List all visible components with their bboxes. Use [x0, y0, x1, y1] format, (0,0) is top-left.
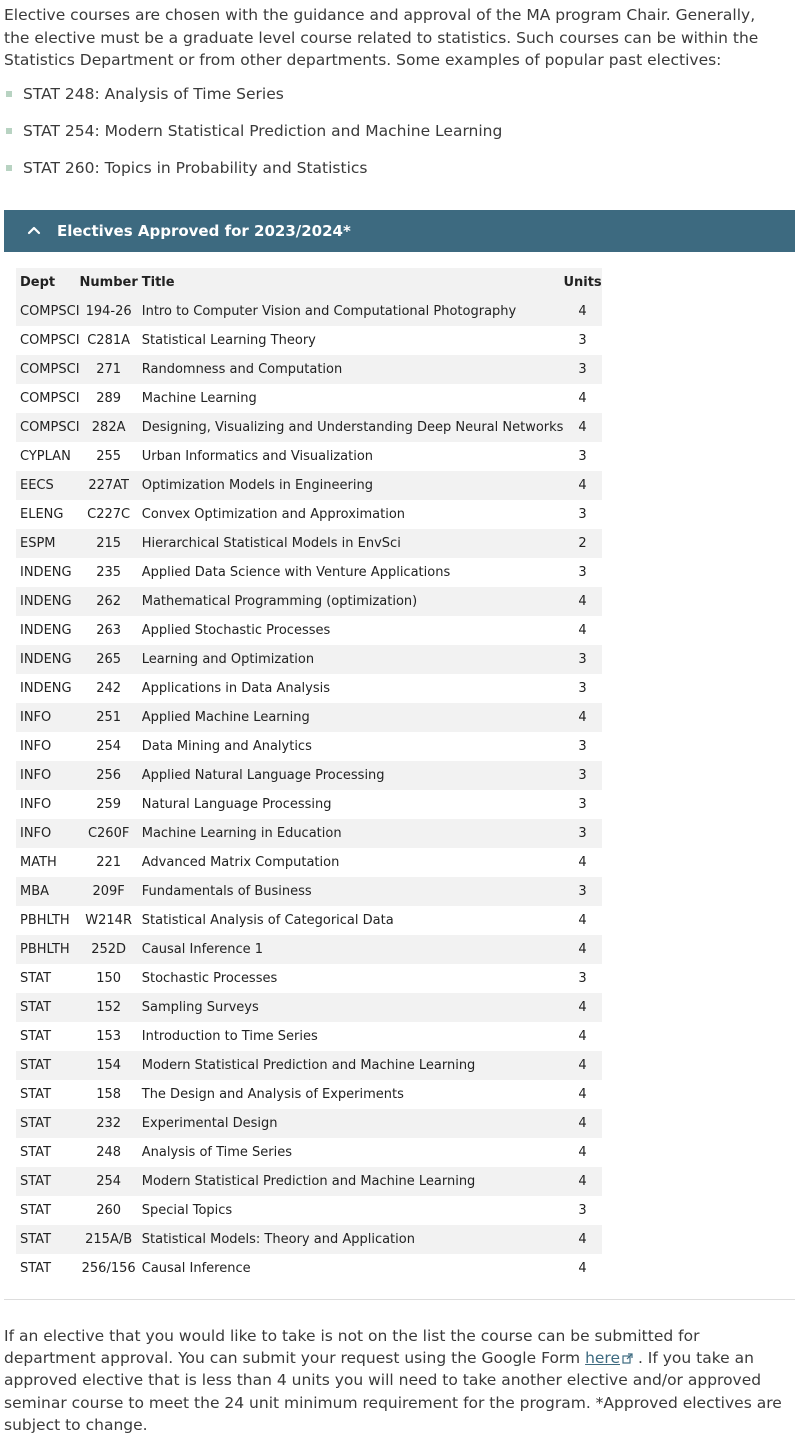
list-item-text: STAT 254: Modern Statistical Prediction and Machine Learning: [23, 122, 503, 140]
cell-dept: INFO: [20, 739, 52, 754]
cell-units: 3: [578, 971, 587, 986]
table-header-row: [16, 268, 602, 297]
cell-number: 252D: [91, 942, 127, 957]
google-form-link[interactable]: [585, 1349, 633, 1367]
table-row: [16, 819, 602, 848]
cell-dept: PBHLTH: [20, 942, 70, 957]
cell-number: 254: [96, 1174, 122, 1189]
list-item-text: STAT 248: Analysis of Time Series: [23, 85, 284, 103]
cell-dept: STAT: [20, 1261, 52, 1276]
table-row: [16, 1109, 602, 1138]
cell-number: 256: [96, 768, 122, 783]
cell-title: Modern Statistical Prediction and Machine Learning: [141, 1058, 476, 1073]
cell-number: C227C: [87, 507, 131, 522]
cell-number: 259: [96, 797, 122, 812]
table-row: [16, 1196, 602, 1225]
outro-text-before: If an elective that you would like to take is not on the list the course can be submitted for department approval. You can submit your request using the Google Form: [4, 1327, 700, 1368]
table-row: [16, 1254, 602, 1283]
cell-title: Applied Machine Learning: [141, 710, 310, 725]
cell-title: The Design and Analysis of Experiments: [141, 1087, 404, 1102]
cell-units: 3: [578, 507, 587, 522]
table-row: [16, 355, 602, 384]
cell-dept: INFO: [20, 797, 52, 812]
table-row: [16, 703, 602, 732]
cell-number: 158: [96, 1087, 122, 1102]
table-row: [16, 964, 602, 993]
cell-number: C260F: [87, 826, 130, 841]
table-row: [16, 906, 602, 935]
cell-number: 248: [96, 1145, 122, 1160]
section-divider: [4, 1299, 795, 1300]
table-row: [16, 500, 602, 529]
cell-title: Mathematical Programming (optimization): [141, 594, 418, 609]
column-header-dept: Dept: [20, 275, 56, 290]
cell-number: 256/156: [81, 1261, 136, 1276]
cell-title: Special Topics: [141, 1203, 233, 1218]
cell-title: Data Mining and Analytics: [141, 739, 312, 754]
cell-dept: ELENG: [20, 507, 64, 522]
cell-title: Learning and Optimization: [141, 652, 315, 667]
cell-dept: STAT: [20, 1116, 52, 1131]
cell-dept: STAT: [20, 1145, 52, 1160]
cell-units: 3: [578, 362, 587, 377]
table-row: [16, 1022, 602, 1051]
table-row: [16, 790, 602, 819]
table-row: [16, 558, 602, 587]
cell-title: Statistical Analysis of Categorical Data: [141, 913, 394, 928]
cell-title: Statistical Learning Theory: [141, 333, 316, 348]
cell-units: 3: [578, 565, 587, 580]
cell-number: 150: [96, 971, 122, 986]
cell-units: 3: [578, 449, 587, 464]
cell-units: 3: [578, 826, 587, 841]
table-row: [16, 1051, 602, 1080]
cell-title: Advanced Matrix Computation: [141, 855, 340, 870]
cell-dept: COMPSCI: [20, 362, 80, 377]
cell-title: Experimental Design: [141, 1116, 278, 1131]
table-row: [16, 616, 602, 645]
cell-number: C281A: [87, 333, 131, 348]
cell-title: Applications in Data Analysis: [141, 681, 331, 696]
cell-units: 4: [578, 420, 587, 435]
cell-title: Convex Optimization and Approximation: [141, 507, 406, 522]
cell-dept: INDENG: [20, 623, 72, 638]
cell-title: Fundamentals of Business: [141, 884, 312, 899]
table-row: [16, 935, 602, 964]
cell-number: 242: [96, 681, 122, 696]
cell-title: Urban Informatics and Visualization: [141, 449, 374, 464]
table-row: [16, 1080, 602, 1109]
cell-units: 3: [578, 768, 587, 783]
table-row: [16, 645, 602, 674]
cell-number: 251: [96, 710, 122, 725]
cell-title: Sampling Surveys: [141, 1000, 259, 1015]
cell-number: 215A/B: [85, 1232, 133, 1247]
cell-units: 4: [578, 855, 587, 870]
cell-units: 4: [578, 1029, 587, 1044]
cell-dept: MATH: [20, 855, 57, 870]
list-item-text: STAT 260: Topics in Probability and Statistics: [23, 159, 368, 177]
cell-dept: COMPSCI: [20, 333, 80, 348]
cell-units: 4: [578, 391, 587, 406]
cell-number: 154: [96, 1058, 122, 1073]
cell-units: 3: [578, 1203, 587, 1218]
table-row: [16, 993, 602, 1022]
cell-title: Stochastic Processes: [141, 971, 278, 986]
cell-dept: COMPSCI: [20, 304, 80, 319]
cell-number: 153: [96, 1029, 122, 1044]
bullet-square-icon: [6, 91, 12, 97]
table-row: [16, 1225, 602, 1254]
cell-number: 235: [96, 565, 122, 580]
table-row: [16, 471, 602, 500]
column-header-title: Title: [141, 275, 175, 290]
cell-dept: STAT: [20, 1029, 52, 1044]
cell-units: 4: [578, 594, 587, 609]
cell-dept: PBHLTH: [20, 913, 70, 928]
table-row: [16, 442, 602, 471]
cell-units: 4: [578, 1000, 587, 1015]
cell-dept: COMPSCI: [20, 420, 80, 435]
column-header-units: Units: [563, 275, 602, 290]
cell-units: 4: [578, 913, 587, 928]
cell-dept: CYPLAN: [20, 449, 71, 464]
cell-title: Applied Data Science with Venture Applications: [141, 565, 451, 580]
table-row: [16, 1167, 602, 1196]
cell-units: 4: [578, 304, 587, 319]
cell-title: Intro to Computer Vision and Computational Photography: [141, 304, 517, 319]
cell-title: Applied Natural Language Processing: [141, 768, 385, 783]
cell-dept: STAT: [20, 1174, 52, 1189]
cell-units: 4: [578, 1058, 587, 1073]
cell-units: 4: [578, 478, 587, 493]
cell-number: 227AT: [88, 478, 129, 493]
cell-dept: INDENG: [20, 681, 72, 696]
cell-dept: INDENG: [20, 652, 72, 667]
cell-units: 3: [578, 884, 587, 899]
cell-title: Applied Stochastic Processes: [141, 623, 331, 638]
cell-units: 4: [578, 1087, 587, 1102]
cell-number: 263: [96, 623, 122, 638]
table-row: [16, 1138, 602, 1167]
cell-number: 221: [96, 855, 122, 870]
cell-title: Machine Learning in Education: [141, 826, 342, 841]
cell-title: Hierarchical Statistical Models in EnvSci: [141, 536, 401, 551]
google-form-link-text[interactable]: here: [585, 1349, 620, 1368]
cell-units: 4: [578, 710, 587, 725]
table-row: [16, 413, 602, 442]
chevron-up-icon[interactable]: [27, 225, 41, 235]
cell-units: 4: [578, 1174, 587, 1189]
electives-accordion-header[interactable]: [4, 210, 795, 252]
cell-title: Modern Statistical Prediction and Machine Learning: [141, 1174, 476, 1189]
cell-number: 265: [96, 652, 122, 667]
cell-title: Machine Learning: [141, 391, 257, 406]
bullet-square-icon: [6, 165, 12, 171]
table-row: [16, 674, 602, 703]
table-row: [16, 877, 602, 906]
cell-dept: MBA: [20, 884, 50, 899]
cell-dept: STAT: [20, 971, 52, 986]
cell-title: Analysis of Time Series: [141, 1145, 293, 1160]
column-header-number: Number: [79, 275, 138, 290]
cell-number: 254: [96, 739, 122, 754]
cell-title: Optimization Models in Engineering: [141, 478, 373, 493]
cell-units: 4: [578, 1261, 587, 1276]
cell-title: Causal Inference: [141, 1261, 251, 1276]
cell-dept: INFO: [20, 826, 52, 841]
external-link-icon[interactable]: [622, 1353, 633, 1364]
cell-units: 4: [578, 623, 587, 638]
table-row: [16, 326, 602, 355]
cell-units: 3: [578, 797, 587, 812]
cell-title: Designing, Visualizing and Understanding Deep Neural Networks: [141, 420, 564, 435]
cell-dept: INFO: [20, 768, 52, 783]
cell-number: 232: [96, 1116, 122, 1131]
cell-units: 4: [578, 1232, 587, 1247]
cell-title: Causal Inference 1: [141, 942, 264, 957]
cell-title: Introduction to Time Series: [141, 1029, 318, 1044]
cell-units: 3: [578, 681, 587, 696]
cell-dept: COMPSCI: [20, 391, 80, 406]
cell-units: 4: [578, 1116, 587, 1131]
table-row: [16, 848, 602, 877]
cell-title: Natural Language Processing: [141, 797, 332, 812]
cell-dept: INDENG: [20, 594, 72, 609]
electives-table-body: [16, 297, 602, 1283]
intro-paragraph: Elective courses are chosen with the guidance and approval of the MA program Chair. Generally, the elective must be a graduate level course related to statistics. Such courses can be within the Statistics Department or from other departments. Some examples of popular past electives:: [4, 6, 759, 69]
bullet-square-icon: [6, 128, 12, 134]
cell-number: 215: [96, 536, 122, 551]
cell-dept: ESPM: [20, 536, 56, 551]
cell-dept: STAT: [20, 1087, 52, 1102]
cell-number: 262: [96, 594, 122, 609]
cell-dept: STAT: [20, 1232, 52, 1247]
cell-title: Statistical Models: Theory and Application: [141, 1232, 415, 1247]
cell-units: 3: [578, 333, 587, 348]
cell-dept: INDENG: [20, 565, 72, 580]
cell-number: 209F: [92, 884, 125, 899]
cell-units: 2: [578, 536, 587, 551]
cell-units: 3: [578, 652, 587, 667]
cell-units: 4: [578, 1145, 587, 1160]
accordion-title[interactable]: Electives Approved for 2023/2024*: [57, 222, 351, 240]
cell-number: 194-26: [85, 304, 132, 319]
cell-dept: STAT: [20, 1000, 52, 1015]
cell-dept: STAT: [20, 1203, 52, 1218]
cell-title: Randomness and Computation: [141, 362, 343, 377]
table-row: [16, 761, 602, 790]
outro-paragraph: [4, 1325, 789, 1436]
outro-text-after: . If you take an approved elective that is less than 4 units you will need to take another elective and/or approved seminar course to meet the 24 unit minimum requirement for the program. *Approved electives are subject to change.: [4, 1349, 782, 1434]
cell-number: 289: [96, 391, 122, 406]
table-row: [16, 297, 602, 326]
cell-number: 260: [96, 1203, 122, 1218]
table-row: [16, 587, 602, 616]
cell-units: 3: [578, 739, 587, 754]
table-row: [16, 529, 602, 558]
cell-number: 282A: [91, 420, 126, 435]
table-row: [16, 732, 602, 761]
cell-number: W214R: [85, 913, 132, 928]
table-row: [16, 384, 602, 413]
cell-number: 271: [96, 362, 122, 377]
electives-table: [16, 268, 602, 1283]
cell-dept: STAT: [20, 1058, 52, 1073]
cell-dept: EECS: [20, 478, 54, 493]
cell-number: 152: [96, 1000, 122, 1015]
cell-units: 4: [578, 942, 587, 957]
cell-dept: INFO: [20, 710, 52, 725]
cell-number: 255: [96, 449, 122, 464]
